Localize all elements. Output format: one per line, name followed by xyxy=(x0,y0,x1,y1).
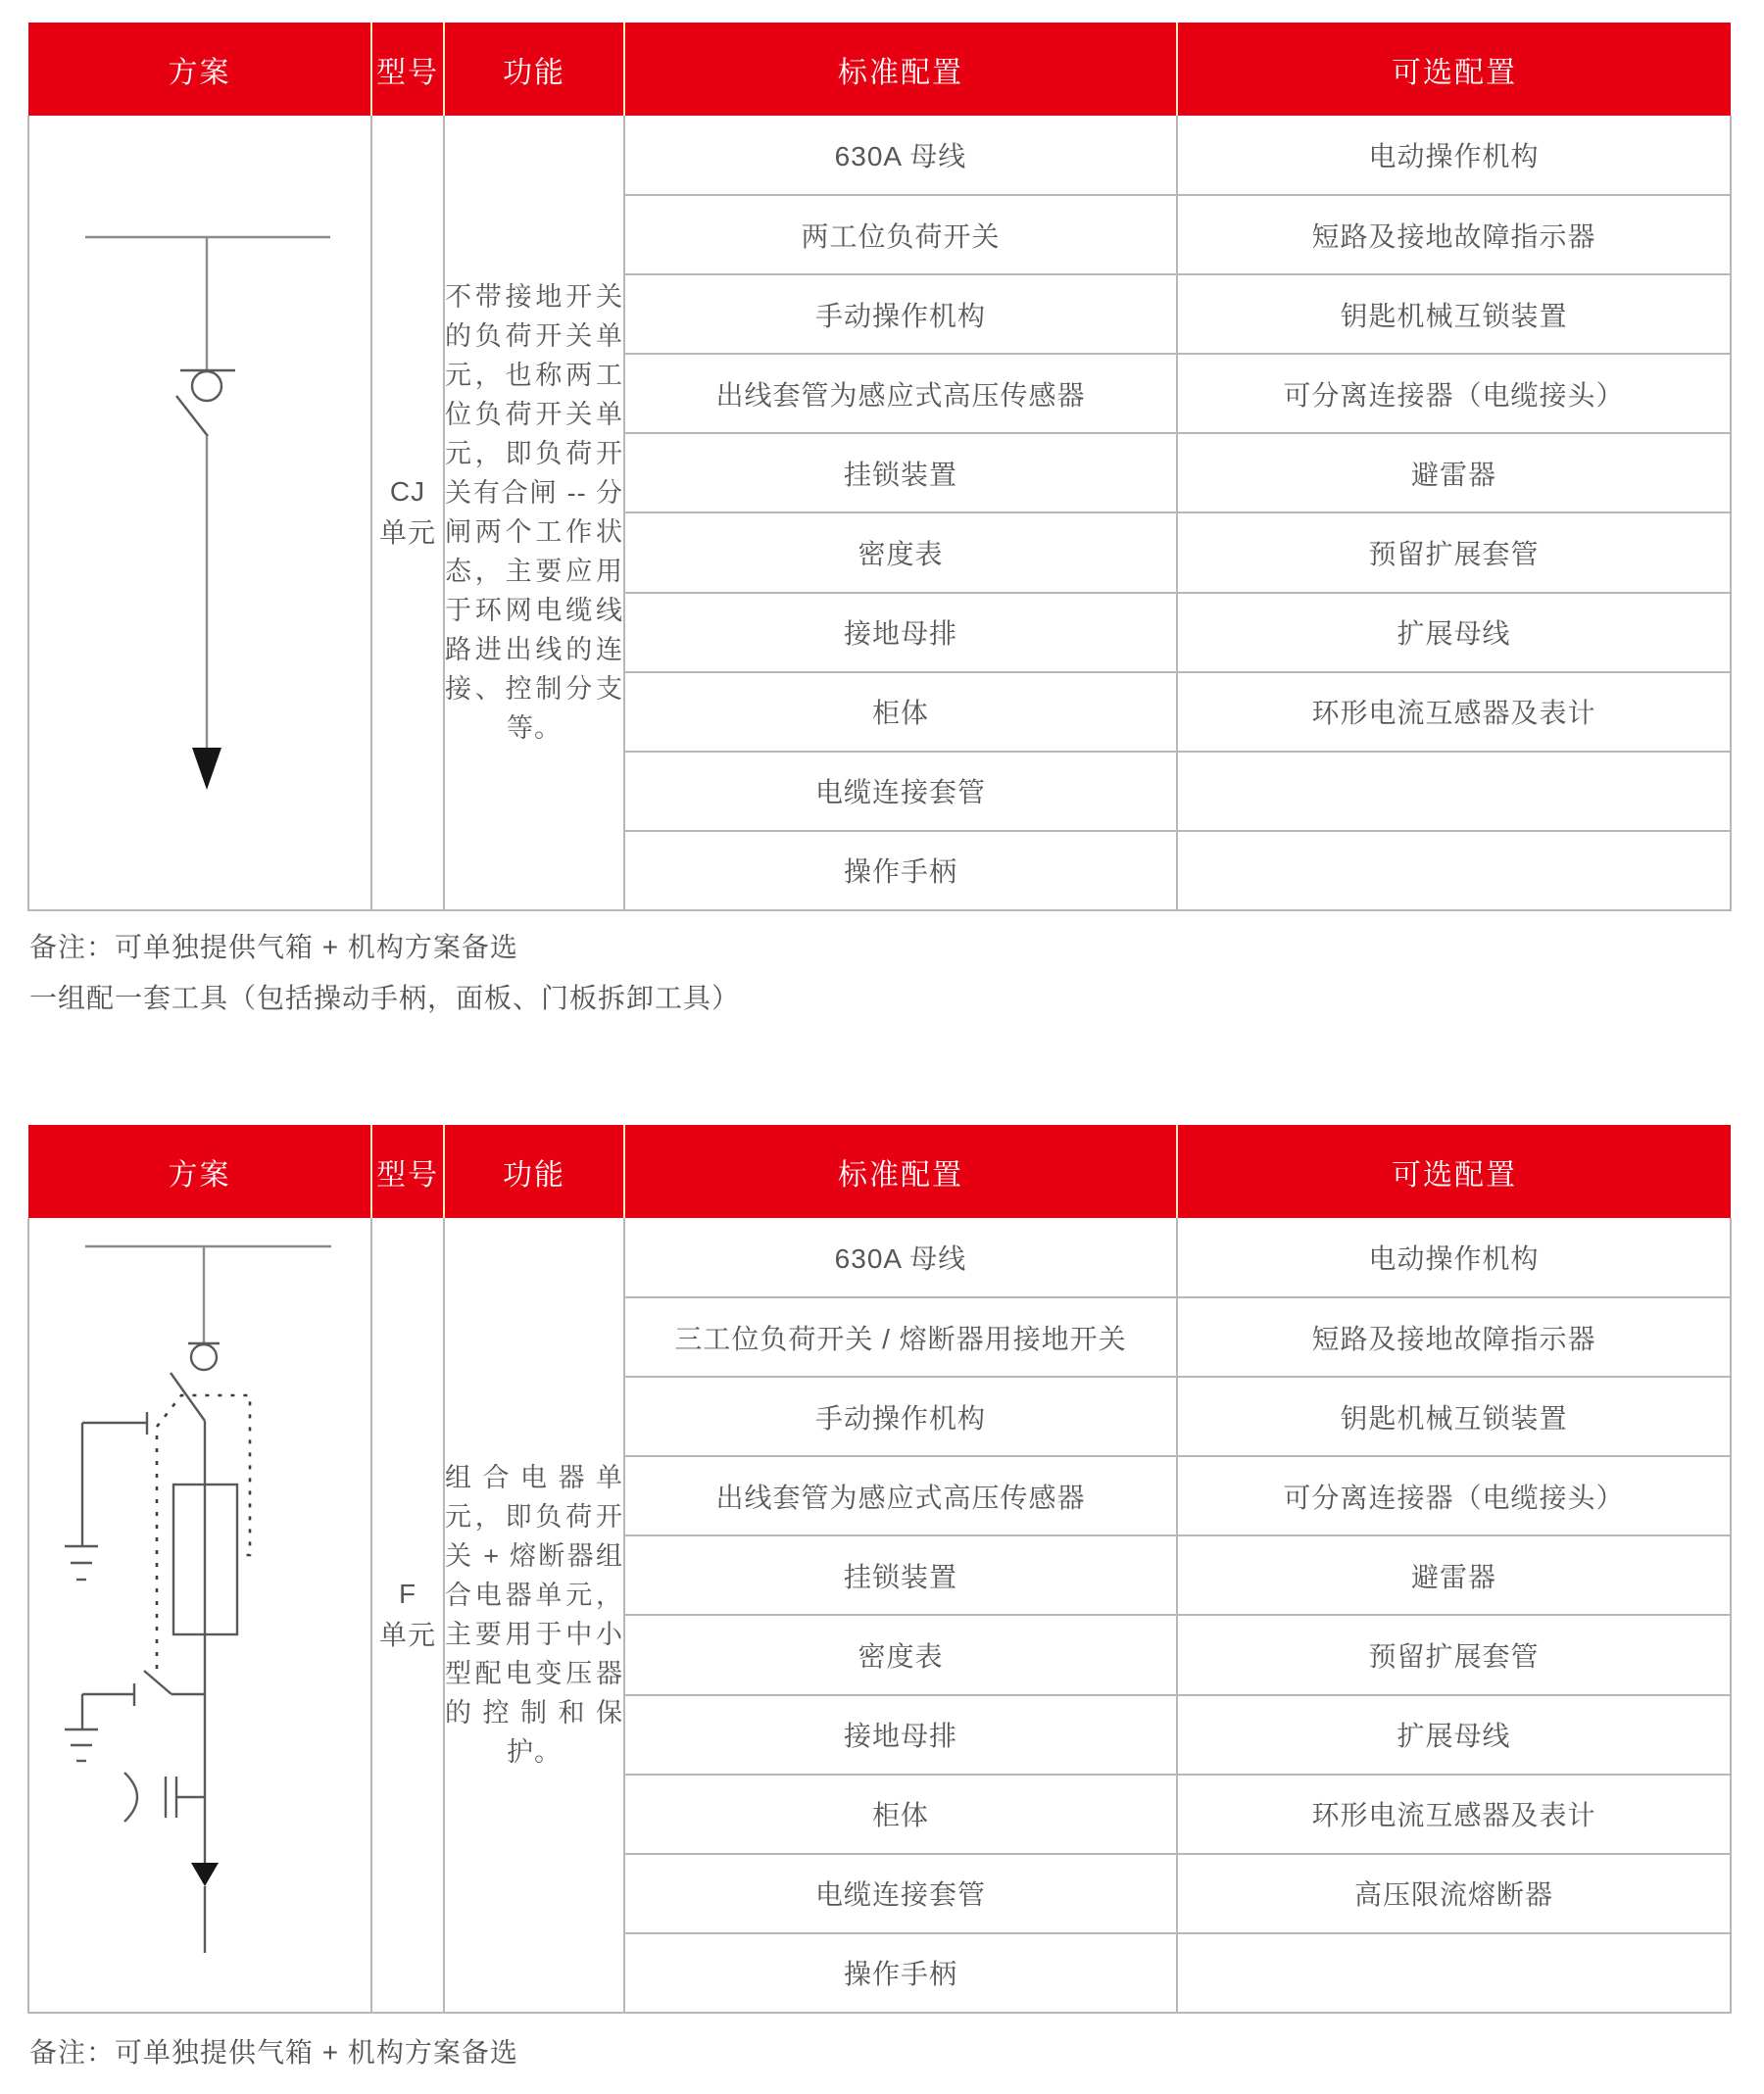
f-unit-spec-table xyxy=(27,1125,1732,2014)
model-cell xyxy=(371,116,444,910)
standard-config-cell: 操作手柄 xyxy=(624,831,1177,910)
scheme-cell xyxy=(28,1218,371,2013)
upper-earthing-switch-symbol xyxy=(65,1412,147,1580)
standard-config-cell: 三工位负荷开关 / 熔断器用接地开关 xyxy=(624,1297,1177,1377)
function-cell xyxy=(444,116,624,910)
optional-config-cell: 环形电流互感器及表计 xyxy=(1177,1775,1731,1854)
busbar-line xyxy=(85,1246,331,1344)
optional-config-cell xyxy=(1177,831,1731,910)
column-header-function: 功能 xyxy=(444,23,624,116)
scheme-cell xyxy=(28,116,371,910)
optional-config-cell xyxy=(1177,752,1731,831)
load-switch-symbol xyxy=(171,1343,220,1421)
optional-config-cell: 钥匙机械互锁装置 xyxy=(1177,1377,1731,1456)
optional-config-cell: 避雷器 xyxy=(1177,433,1731,512)
optional-config-cell: 电动操作机构 xyxy=(1177,1218,1731,1297)
optional-config-cell: 环形电流互感器及表计 xyxy=(1177,672,1731,752)
outgoing-arrow xyxy=(191,1863,219,1953)
optional-config-cell: 可分离连接器（电缆接头） xyxy=(1177,1456,1731,1535)
optional-config-cell: 可分离连接器（电缆接头） xyxy=(1177,354,1731,433)
optional-config-cell: 短路及接地故障指示器 xyxy=(1177,1297,1731,1377)
function-description: 组合电器单元，即负荷开关 + 熔断器组合电器单元，主要用于中小型配电变压器的控制和保护。 xyxy=(445,1463,623,1767)
column-header-function: 功能 xyxy=(444,1125,624,1218)
standard-config-cell: 柜体 xyxy=(624,672,1177,752)
table-note: 备注：可单独提供气箱 + 机构方案备选 xyxy=(29,932,518,962)
column-header-scheme: 方案 xyxy=(28,1125,371,1218)
cj-table-header-row xyxy=(28,23,1731,116)
standard-config-cell: 电缆连接套管 xyxy=(624,752,1177,831)
standard-config-cell: 电缆连接套管 xyxy=(624,1854,1177,1933)
standard-config-cell: 手动操作机构 xyxy=(624,1377,1177,1456)
standard-config-cell: 密度表 xyxy=(624,1615,1177,1694)
column-header-optional-config: 可选配置 xyxy=(1177,23,1731,116)
standard-config-cell: 接地母排 xyxy=(624,1695,1177,1775)
column-header-standard-config: 标准配置 xyxy=(624,1125,1177,1218)
optional-config-cell xyxy=(1177,1933,1731,2013)
model-id: CJ xyxy=(389,476,426,507)
function-cell xyxy=(444,1218,624,2013)
optional-config-cell: 避雷器 xyxy=(1177,1535,1731,1615)
lower-earthing-switch-symbol xyxy=(65,1671,205,1761)
capacitive-voltage-indicator-symbol xyxy=(124,1773,205,1822)
optional-config-cell: 扩展母线 xyxy=(1177,593,1731,672)
column-header-model: 型号 xyxy=(371,23,444,116)
standard-config-cell: 出线套管为感应式高压传感器 xyxy=(624,1456,1177,1535)
standard-config-cell: 挂锁装置 xyxy=(624,1535,1177,1615)
load-switch-symbol xyxy=(176,370,235,436)
column-header-standard-config: 标准配置 xyxy=(624,23,1177,116)
optional-config-cell: 短路及接地故障指示器 xyxy=(1177,195,1731,274)
standard-config-cell: 柜体 xyxy=(624,1775,1177,1854)
column-header-scheme: 方案 xyxy=(28,23,371,116)
f-table-notes xyxy=(29,2038,518,2089)
model-unit-label: 单元 xyxy=(378,1620,436,1650)
standard-config-cell: 出线套管为感应式高压传感器 xyxy=(624,354,1177,433)
function-description: 不带接地开关的负荷开关单元，也称两工位负荷开关单元，即负荷开关有合闸 -- 分闸两个工作状态，主要应用于环网电缆线路进出线的连接、控制分支等。 xyxy=(445,282,623,743)
table-row xyxy=(28,116,1731,195)
standard-config-cell: 操作手柄 xyxy=(624,1933,1177,2013)
table-note: 备注：可单独提供气箱 + 机构方案备选 xyxy=(29,2037,518,2068)
model-unit-label: 单元 xyxy=(378,517,436,548)
standard-config-cell: 两工位负荷开关 xyxy=(624,195,1177,274)
cj-unit-spec-table xyxy=(27,23,1732,911)
standard-config-cell: 630A 母线 xyxy=(624,1218,1177,1297)
standard-config-cell: 手动操作机构 xyxy=(624,274,1177,354)
standard-config-cell: 挂锁装置 xyxy=(624,433,1177,512)
optional-config-cell: 高压限流熔断器 xyxy=(1177,1854,1731,1933)
table-note: 一组配一套工具（包括操动手柄，面板、门板拆卸工具） xyxy=(29,983,741,1013)
f-table-header-row xyxy=(28,1125,1731,1218)
optional-config-cell: 预留扩展套管 xyxy=(1177,512,1731,592)
column-header-optional-config: 可选配置 xyxy=(1177,1125,1731,1218)
combination-dashed-outline xyxy=(157,1395,250,1669)
f-unit-single-line-diagram xyxy=(29,1218,372,2012)
outgoing-arrow xyxy=(192,748,221,790)
table-row xyxy=(28,1218,1731,1297)
optional-config-cell: 扩展母线 xyxy=(1177,1695,1731,1775)
model-cell xyxy=(371,1218,444,2013)
optional-config-cell: 电动操作机构 xyxy=(1177,116,1731,195)
column-header-model: 型号 xyxy=(371,1125,444,1218)
optional-config-cell: 预留扩展套管 xyxy=(1177,1615,1731,1694)
standard-config-cell: 接地母排 xyxy=(624,593,1177,672)
cj-table-notes xyxy=(29,933,740,1035)
busbar-line xyxy=(85,237,330,370)
standard-config-cell: 密度表 xyxy=(624,512,1177,592)
standard-config-cell: 630A 母线 xyxy=(624,116,1177,195)
model-id: F xyxy=(398,1579,417,1609)
optional-config-cell: 钥匙机械互锁装置 xyxy=(1177,274,1731,354)
cj-unit-single-line-diagram xyxy=(29,116,372,909)
